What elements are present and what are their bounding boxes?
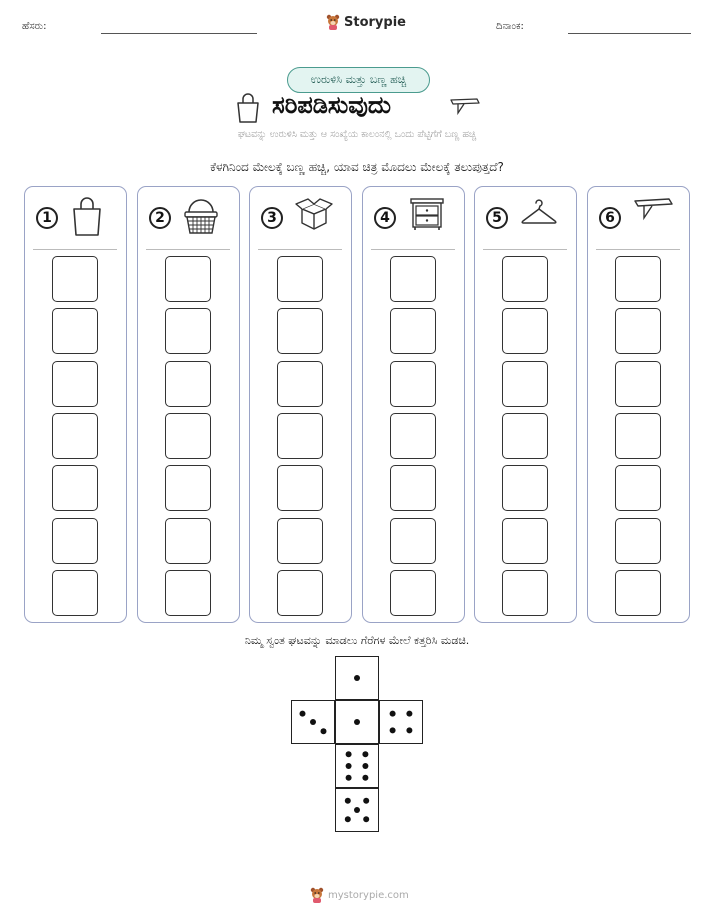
color-box[interactable]	[52, 308, 98, 354]
column-divider	[33, 249, 117, 250]
brand-logo	[326, 14, 406, 30]
color-box[interactable]	[615, 518, 661, 564]
column-number: 6	[599, 207, 621, 229]
color-box[interactable]	[390, 256, 436, 302]
color-box[interactable]	[277, 518, 323, 564]
die-face-1	[335, 656, 379, 700]
color-column-3	[249, 186, 352, 623]
color-box[interactable]	[390, 308, 436, 354]
color-box[interactable]	[502, 308, 548, 354]
color-column-5	[474, 186, 577, 623]
color-box[interactable]	[502, 361, 548, 407]
hanger-icon	[519, 195, 559, 233]
column-divider	[146, 249, 230, 250]
color-box[interactable]	[165, 413, 211, 459]
color-box[interactable]	[277, 413, 323, 459]
color-box[interactable]	[165, 308, 211, 354]
color-box[interactable]	[277, 256, 323, 302]
die-face-3	[291, 700, 335, 744]
column-number: 5	[486, 207, 508, 229]
color-box[interactable]	[277, 361, 323, 407]
cut-fold-note: ನಿಮ್ಮ ಸ್ವಂತ ಘಟವನ್ನು ಮಾಡಲು ಗೆರೆಗಳ ಮೇಲೆ ಕತ್ತರಿಸಿ ಮಡಚಿ.	[244, 634, 470, 647]
die-face-4	[379, 700, 423, 744]
color-box[interactable]	[165, 256, 211, 302]
color-column-6	[587, 186, 690, 623]
color-box[interactable]	[52, 413, 98, 459]
die-face-5	[335, 788, 379, 832]
open-box-icon	[294, 195, 334, 237]
color-box[interactable]	[502, 256, 548, 302]
drawer-cabinet-icon	[407, 195, 447, 237]
shopping-bag-icon	[234, 92, 262, 124]
color-box[interactable]	[277, 308, 323, 354]
color-box[interactable]	[502, 518, 548, 564]
color-box[interactable]	[165, 465, 211, 511]
name-label: ಹೆಸರು:	[22, 21, 47, 32]
color-box[interactable]	[165, 570, 211, 616]
column-divider	[596, 249, 680, 250]
color-box[interactable]	[52, 361, 98, 407]
color-box[interactable]	[502, 413, 548, 459]
color-box[interactable]	[615, 256, 661, 302]
color-box[interactable]	[502, 465, 548, 511]
color-box[interactable]	[390, 570, 436, 616]
color-box[interactable]	[615, 570, 661, 616]
color-box[interactable]	[165, 518, 211, 564]
shopping-bag-icon	[69, 195, 105, 241]
color-box[interactable]	[615, 308, 661, 354]
color-box[interactable]	[52, 518, 98, 564]
bear-mascot-icon	[310, 887, 324, 903]
roll-and-color-badge	[287, 67, 430, 93]
color-box[interactable]	[52, 465, 98, 511]
column-divider	[483, 249, 567, 250]
color-box[interactable]	[615, 361, 661, 407]
die-face-1	[335, 700, 379, 744]
color-box[interactable]	[390, 465, 436, 511]
color-box[interactable]	[390, 518, 436, 564]
date-label: ದಿನಾಂಕ:	[496, 21, 524, 32]
die-face-6	[335, 744, 379, 788]
footer	[310, 887, 409, 903]
name-line[interactable]	[101, 33, 257, 34]
color-column-2	[137, 186, 240, 623]
shelf-icon	[632, 195, 674, 227]
column-number: 1	[36, 207, 58, 229]
brand-name: Storypie	[344, 14, 406, 30]
page-title: ಸರಿಪಡಿಸುವುದು	[272, 91, 391, 119]
column-number: 3	[261, 207, 283, 229]
shelf-icon	[448, 97, 482, 117]
color-column-1	[24, 186, 127, 623]
color-box[interactable]	[390, 413, 436, 459]
basket-icon	[182, 195, 220, 239]
color-box[interactable]	[277, 465, 323, 511]
column-number: 4	[374, 207, 396, 229]
color-box[interactable]	[52, 256, 98, 302]
color-box[interactable]	[52, 570, 98, 616]
color-box[interactable]	[502, 570, 548, 616]
footer-url[interactable]: mystorypie.com	[328, 889, 409, 901]
color-box[interactable]	[390, 361, 436, 407]
column-number: 2	[149, 207, 171, 229]
question-text: ಕೆಳಗಿನಿಂದ ಮೇಲಕ್ಕೆ ಬಣ್ಣ ಹಚ್ಚಿ, ಯಾವ ಚಿತ್ರ ಮೊದಲು ಮೇಲಕ್ಕೆ ತಲುಪುತ್ತದೆ?	[210, 160, 504, 174]
column-divider	[371, 249, 455, 250]
color-box[interactable]	[615, 413, 661, 459]
color-box[interactable]	[165, 361, 211, 407]
column-divider	[258, 249, 342, 250]
color-box[interactable]	[615, 465, 661, 511]
color-column-4	[362, 186, 465, 623]
color-box[interactable]	[277, 570, 323, 616]
badge-text: ಉರುಳಿಸಿ ಮತ್ತು ಬಣ್ಣ ಹಚ್ಚಿ	[310, 73, 407, 86]
bear-mascot-icon	[326, 14, 340, 30]
instruction-text: ಘಟವನ್ನು ಉರುಳಿಸಿ ಮತ್ತು ಆ ಸಂಖ್ಯೆಯ ಕಾಲಂನಲ್ಲಿ ಒಂದು ಪೆಟ್ಟಿಗೆಗೆ ಬಣ್ಣ ಹಚ್ಚಿ	[237, 129, 477, 140]
date-line[interactable]	[568, 33, 691, 34]
